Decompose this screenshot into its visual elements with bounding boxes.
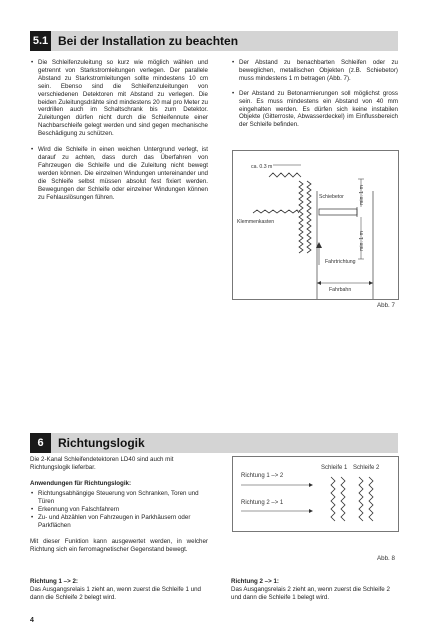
right-column-text (231, 59, 398, 135)
klemmenkasten-label: Klemmenkasten (237, 219, 275, 225)
function-paragraph: Mit dieser Funktion kann ausgewertet werden, in welcher Richtung sich ein ferromagnetischer Gegenstand bewegt. (30, 538, 208, 553)
figure-8-direction-logic (232, 456, 399, 532)
fahrtrichtung-label: Fahrtrichtung (325, 259, 356, 265)
min-distance-label-bottom: min. 1 m (359, 231, 365, 251)
list-item: • Der Abstand zu Betonarmierungen soll möglichst gross sein. Es muss mindestens ein Abstand von 40 mm eingehalten werden. Es dürfen sich keine instabilen Objekte (Gitterroste, Abwasserdeckel) im Einflussbereich der Schleife befinden. (231, 90, 398, 130)
figure-8-caption: Abb. 8 (377, 555, 395, 562)
applications-list (30, 490, 208, 530)
section-number: 5.1 (30, 31, 51, 51)
list-item: • Zu- und Abzählen von Fahrzeugen in Parkhäusern oder Parkflächen (30, 514, 208, 530)
schiebetor-label: Schiebetor (319, 194, 344, 200)
applications-heading: Anwendungen für Richtungslogik: (30, 480, 132, 487)
schleife-1-label: Schleife 1 (321, 465, 348, 471)
left-column-text (30, 59, 208, 207)
section-title: Bei der Installation zu beachten (58, 34, 239, 48)
section-header-5-1 (30, 31, 398, 51)
list-item: • Der Abstand zu benachbarten Schleifen oder zu beweglichen, metallischen Objekten (z.B. Schiebetor) muss mindestens 1 m betragen (Abb. 7). (231, 59, 398, 83)
figure-7-caption: Abb. 7 (377, 302, 395, 309)
list-item: • Wird die Schleife in einen weichen Untergrund verlegt, ist darauf zu achten, dass durch das Überfahren von Fahrzeugen die Schleife und die Zuleitung nicht bewegt werden können. Die einzelnen Windungen untereinander und die Schleife selbst müssen absolut fest fixiert werden. Bewegungen der Schleife oder einzelner Windungen können zu Fehlauslösungen führen. (30, 146, 208, 201)
figure-7-loop-installation (232, 150, 399, 300)
dir12-text: Das Ausgangsrelais 1 zieht an, wenn zuerst die Schleife 1 und dann die Schleife 2 belegt wird. (30, 586, 201, 601)
richtung-1-2-label: Richtung 1 –> 2 (241, 473, 284, 479)
schleife-2-label: Schleife 2 (353, 465, 380, 471)
function-text (30, 538, 208, 554)
dir12-heading: Richtung 1 –> 2: (30, 578, 78, 585)
richtung-2-1-label: Richtung 2 –> 1 (241, 500, 284, 506)
loop-diagram (233, 151, 398, 299)
page-number: 4 (30, 617, 34, 624)
min-distance-label-top: min. 1 m (359, 185, 365, 205)
section6-header (30, 433, 398, 453)
dir21-text: Das Ausgangsrelais 2 zieht an, wenn zuerst die Schleife 2 und dann die Schleife 1 belegt wird. (231, 586, 390, 601)
list-item: • Erkennung von Falschfahrern (30, 506, 208, 514)
intro-text: Die 2-Kanal Schleifendetektoren LD40 sind auch mit Richtungslogik lieferbar. (30, 456, 174, 471)
dir21-heading: Richtung 2 –> 1: (231, 578, 279, 585)
list-item: • Richtungsabhängige Steuerung von Schranken, Toren und Türen (30, 490, 208, 506)
fahrbahn-label: Fahrbahn (329, 287, 352, 293)
section-title: Richtungslogik (58, 436, 145, 450)
section-number: 6 (30, 433, 51, 453)
section6-intro (30, 456, 208, 472)
list-item: • Die Schleifenzuleitung so kurz wie möglich wählen und getrennt von Starkstromleitungen verlegen. Der parallele Abstand zu Starkstromleitungen sollte mindestens 10 cm sein. Ebenso sind die Schleifenzuleitungen von verschiedenen Detektoren mit Abstand zu verlegen. Die beiden Zuleitungsdrähte sind mindestens 20 mal pro Meter zu verdrillen auch im Schaltschrank bis zum Detektor. Zuleitungen dürfen nicht durch die Schleifennute einer Nachbarschleife gelegt werden und sind gegen mechanische Beschädigung zu schützen. (30, 59, 208, 138)
ca-distance-label: ca. 0.3 m (251, 164, 273, 170)
